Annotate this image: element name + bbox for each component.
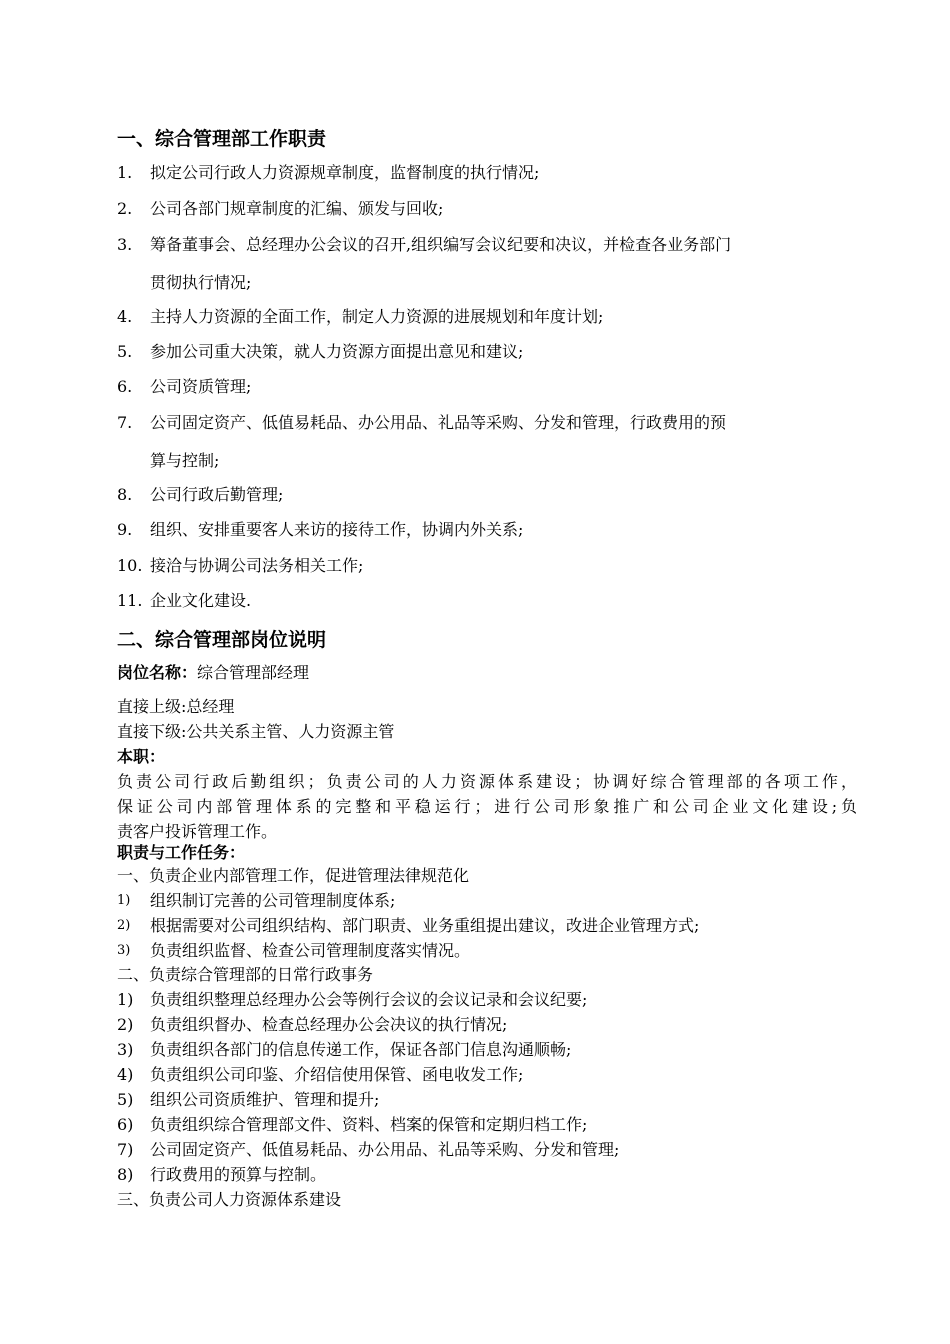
item-text: 负责组织各部门的信息传递工作，保证各部门信息沟通顺畅; — [150, 1040, 572, 1059]
duty-number: 4. — [117, 307, 133, 326]
duty-text: 拟定公司行政人力资源规章制度，监督制度的执行情况; — [150, 163, 540, 182]
duty-description-line-1: 负责公司行政后勤组织；负责公司的人力资源体系建设；协调好综合管理部的各项工作， — [117, 772, 857, 791]
item-number: 4) — [117, 1065, 134, 1084]
item-text: 行政费用的预算与控制。 — [150, 1165, 327, 1184]
item-number: 1) — [117, 990, 134, 1009]
position-name-value: 综合管理部经理 — [197, 663, 310, 682]
item-text: 组织公司资质维护、管理和提升; — [150, 1090, 380, 1109]
item-number: 3) — [117, 1040, 134, 1059]
duty-number: 2. — [117, 199, 133, 218]
task-group-3-title: 三、负责公司人力资源体系建设 — [117, 1190, 342, 1209]
duty-number: 6. — [117, 377, 133, 396]
section1-heading: 一、综合管理部工作职责 — [117, 128, 327, 150]
item-number: 1) — [117, 893, 131, 908]
item-number: 2) — [117, 1015, 134, 1034]
duty-text: 公司各部门规章制度的汇编、颁发与回收; — [150, 199, 444, 218]
item-text: 公司固定资产、低值易耗品、办公用品、礼品等采购、分发和管理; — [150, 1140, 620, 1159]
item-number: 3) — [117, 943, 131, 958]
position-name-row — [117, 663, 309, 683]
duty-text: 组织、安排重要客人来访的接待工作，协调内外关系; — [150, 520, 524, 539]
duty-description-line-3: 责客户投诉管理工作。 — [117, 822, 278, 841]
section2-heading: 二、综合管理部岗位说明 — [117, 629, 327, 651]
duty-number: 5. — [117, 342, 133, 361]
direct-subordinate: 直接下级:公共关系主管、人力资源主管 — [117, 722, 395, 741]
item-text: 负责组织公司印鉴、介绍信使用保管、函电收发工作; — [150, 1065, 524, 1084]
duty-text: 筹备董事会、总经理办公会议的召开,组织编写会议纪要和决议，并检查各业务部门 — [150, 235, 732, 254]
duty-number: 10. — [117, 556, 143, 575]
item-text: 负责组织督办、检查总经理办公会决议的执行情况; — [150, 1015, 508, 1034]
item-text: 根据需要对公司组织结构、部门职责、业务重组提出建议，改进企业管理方式; — [150, 916, 700, 935]
task-group-2-title: 二、负责综合管理部的日常行政事务 — [117, 965, 374, 984]
task-group-1-title: 一、负责企业内部管理工作，促进管理法律规范化 — [117, 866, 470, 885]
duty-text-continued: 算与控制; — [150, 451, 220, 470]
duty-number: 1. — [117, 163, 133, 182]
duty-number: 3. — [117, 235, 133, 254]
duty-number: 11. — [117, 591, 143, 610]
duty-text: 公司资质管理; — [150, 377, 252, 396]
duty-description-line-2: 保证公司内部管理体系的完整和平稳运行；进行公司形象推广和公司企业文化建设;负 — [117, 797, 857, 816]
duty-number: 7. — [117, 413, 133, 432]
item-number: 6) — [117, 1115, 134, 1134]
tasks-label: 职责与工作任务： — [117, 843, 246, 862]
duty-text: 主持人力资源的全面工作，制定人力资源的进展规划和年度计划; — [150, 307, 604, 326]
duty-text: 企业文化建设. — [150, 591, 252, 610]
duty-text: 接洽与协调公司法务相关工作; — [150, 556, 364, 575]
direct-superior: 直接上级:总经理 — [117, 697, 235, 716]
duty-text-continued: 贯彻执行情况; — [150, 273, 252, 292]
duty-text: 公司固定资产、低值易耗品、办公用品、礼品等采购、分发和管理，行政费用的预 — [150, 413, 727, 432]
item-number: 8) — [117, 1165, 134, 1184]
item-text: 负责组织综合管理部文件、资料、档案的保管和定期归档工作; — [150, 1115, 588, 1134]
item-text: 组织制订完善的公司管理制度体系; — [150, 891, 396, 910]
item-text: 负责组织监督、检查公司管理制度落实情况。 — [150, 941, 471, 960]
item-number: 5) — [117, 1090, 134, 1109]
duty-text: 参加公司重大决策，就人力资源方面提出意见和建议; — [150, 342, 524, 361]
duty-text: 公司行政后勤管理; — [150, 485, 284, 504]
item-text: 负责组织整理总经理办公会等例行会议的会议记录和会议纪要; — [150, 990, 588, 1009]
duty-number: 9. — [117, 520, 133, 539]
position-name-label: 岗位名称： — [117, 663, 198, 682]
item-number: 2) — [117, 918, 131, 933]
duty-number: 8. — [117, 485, 133, 504]
item-number: 7) — [117, 1140, 134, 1159]
duty-label: 本职： — [117, 747, 166, 766]
